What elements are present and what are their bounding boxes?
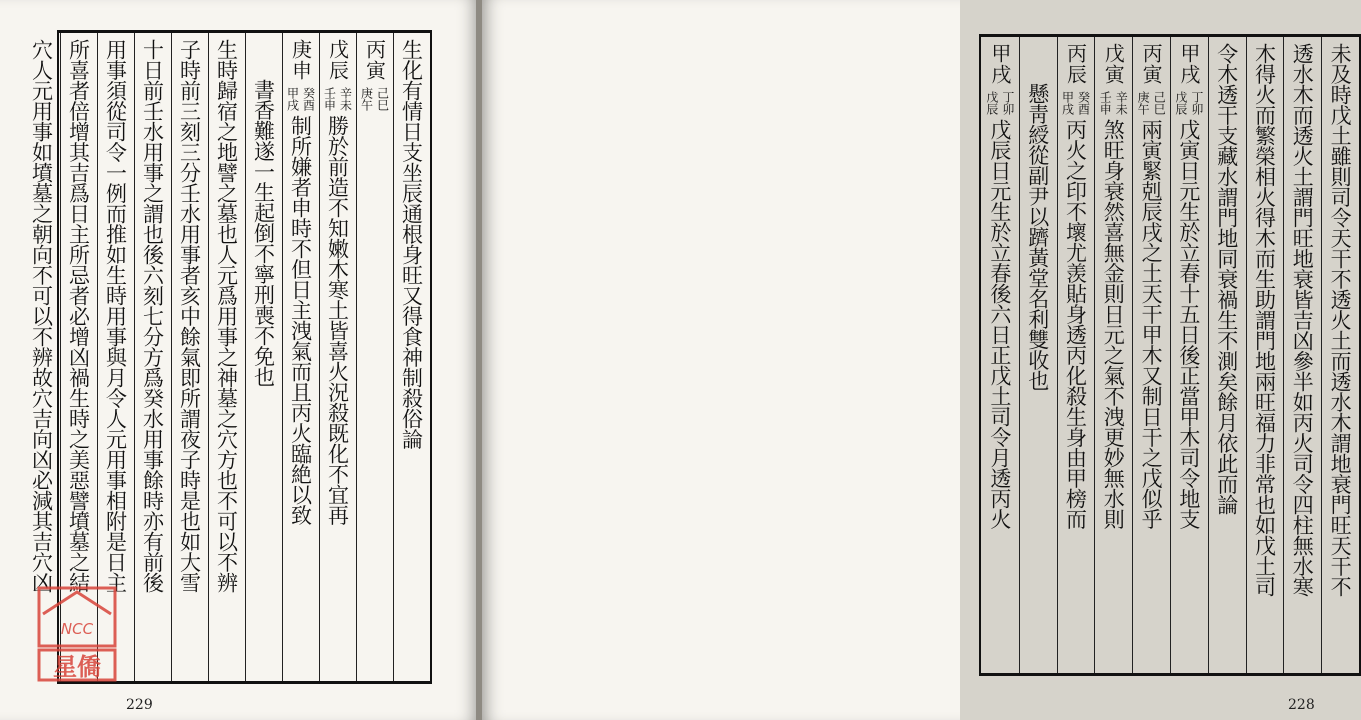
column-rule [1208, 37, 1209, 673]
luck-pillar-pair: 丁卯 [1000, 91, 1015, 115]
pillar-heading: 戊辰 [325, 39, 350, 81]
text-column [1246, 43, 1284, 597]
column-text: 木得火而繁榮相火得木而生助謂門地兩旺福力非常也如戊土司 [1252, 43, 1277, 597]
luck-pillar-pair: 辛未 [1114, 91, 1129, 115]
pillar-heading: 丙辰 [1063, 43, 1088, 85]
left-page [0, 0, 478, 720]
column-rule [1132, 37, 1133, 673]
column-rule [1283, 37, 1284, 673]
text-column [393, 39, 430, 449]
luck-pillar-pair: 癸酉 [301, 87, 316, 111]
column-rule [393, 33, 394, 681]
text-column [356, 39, 393, 111]
luck-pillar-pair: 甲戌 [1060, 91, 1075, 115]
text-column [1321, 43, 1359, 597]
text-column [97, 39, 134, 593]
text-column [245, 39, 282, 387]
luck-pillar-pair: 戊辰 [984, 91, 999, 115]
right-text-frame [979, 34, 1361, 676]
column-text: 所喜者倍增其吉爲日主所忌者必增凶禍生時之美惡譬墳墓之結 [66, 39, 91, 593]
luck-pillar-pair: 庚午 [1136, 91, 1151, 115]
luck-pillar-pair: 辛未 [338, 87, 353, 111]
right-page-number: 228 [1288, 697, 1315, 713]
text-column [1170, 43, 1208, 529]
column-body-text: 戊寅日元生於立春十五日後正當甲木司令地支 [1176, 119, 1201, 529]
pillar-annotation [1060, 91, 1090, 115]
text-column [1057, 43, 1095, 529]
pillar-heading: 丙寅 [1139, 43, 1164, 85]
pillar-annotation [323, 87, 353, 111]
column-rule [1057, 37, 1058, 673]
column-rule [1321, 37, 1322, 673]
pillar-annotation [286, 87, 316, 111]
column-text: 穴人元用事如墳墓之朝向不可以不辨故穴吉向凶必減其吉穴凶 [29, 39, 54, 593]
pillar-annotation [1098, 91, 1128, 115]
left-page-number: 229 [126, 697, 153, 713]
text-column [981, 43, 1019, 529]
column-rule [1094, 37, 1095, 673]
pillar-heading: 甲戌 [1176, 43, 1201, 85]
text-column [1283, 43, 1321, 597]
luck-pillar-pair: 庚午 [359, 87, 374, 111]
text-column [1132, 43, 1170, 529]
text-column [282, 39, 319, 525]
pillar-annotation [360, 87, 390, 111]
publisher-seal-stamp [33, 584, 121, 684]
seal-icon [33, 584, 121, 684]
text-column [60, 39, 97, 593]
column-body-text: 勝於前造不知嫩木寒土皆喜火況殺既化不宜再 [325, 115, 350, 525]
column-text: 未及時戊土雖則司令天干不透火土而透水木謂地衰門旺天干不 [1328, 43, 1353, 597]
column-text: 十日前壬水用事之謂也後六刻七分方爲癸水用事餘時亦有前後 [140, 39, 165, 593]
column-text: 用事須從司令一例而推如生時用事與月令人元用事相附是日主 [103, 39, 128, 593]
luck-pillar-pair: 壬申 [1098, 91, 1113, 115]
pillar-heading: 丙寅 [362, 39, 387, 81]
luck-pillar-pair: 己巳 [375, 87, 390, 111]
column-rule [1170, 37, 1171, 673]
text-column [134, 39, 171, 593]
luck-pillar-pair: 己巳 [1152, 91, 1167, 115]
text-column [319, 39, 356, 525]
column-body-text: 煞旺身衰然喜無金則日元之氣不洩更妙無水則 [1101, 119, 1126, 529]
column-rule [1246, 37, 1247, 673]
column-body-text: 制所嫌者申時不但日主洩氣而且丙火臨絶以致 [288, 115, 313, 525]
pillar-annotation [1174, 91, 1204, 115]
column-rule [1019, 37, 1020, 673]
luck-pillar-pair: 丁卯 [1189, 91, 1204, 115]
column-text: 書香難遂一生起倒不寧刑喪不免也 [251, 79, 276, 387]
luck-pillar-pair: 戊辰 [1173, 91, 1188, 115]
pillar-annotation [1136, 91, 1166, 115]
svg-text:NCC: NCC [60, 620, 94, 638]
column-text: 生化有情日支坐辰通根身旺又得食神制殺俗論 [399, 39, 424, 449]
text-column [1019, 43, 1057, 391]
column-body-text: 戊辰日元生於立春後六日正戊土司令月透丙火 [987, 119, 1012, 529]
column-text: 令木透干支藏水謂門地同衰禍生不測矣餘月依此而論 [1214, 43, 1239, 515]
column-text: 子時前三刻三分壬水用事者亥中餘氣即所謂夜子時是也如大雪 [177, 39, 202, 593]
text-column [1094, 43, 1132, 529]
pillar-heading: 庚申 [288, 39, 313, 81]
column-text: 透水木而透火土謂門旺地衰皆吉凶參半如丙火司令四柱無水寒 [1290, 43, 1315, 597]
column-body-text: 丙火之印不壞尤羡貼身透丙化殺生身由甲榜而 [1063, 119, 1088, 529]
column-text: 懸靑綬從副尹以躋黃堂名利雙收也 [1025, 83, 1050, 391]
pillar-heading: 戊寅 [1101, 43, 1126, 85]
text-column [208, 39, 245, 593]
column-text: 生時歸宿之地譬之墓也人元爲用事之神墓之穴方也不可以不辨 [214, 39, 239, 593]
text-column [1208, 43, 1246, 515]
pillar-annotation [985, 91, 1015, 115]
luck-pillar-pair: 壬申 [322, 87, 337, 111]
text-column [171, 39, 208, 593]
right-page [482, 0, 1353, 720]
luck-pillar-pair: 癸酉 [1076, 91, 1091, 115]
column-body-text: 兩寅緊剋辰戌之土天干甲木又制日干之戊似乎 [1139, 119, 1164, 529]
luck-pillar-pair: 甲戌 [285, 87, 300, 111]
text-column [23, 39, 60, 593]
pillar-heading: 甲戌 [987, 43, 1012, 85]
svg-text:星僑: 星僑 [53, 652, 101, 681]
